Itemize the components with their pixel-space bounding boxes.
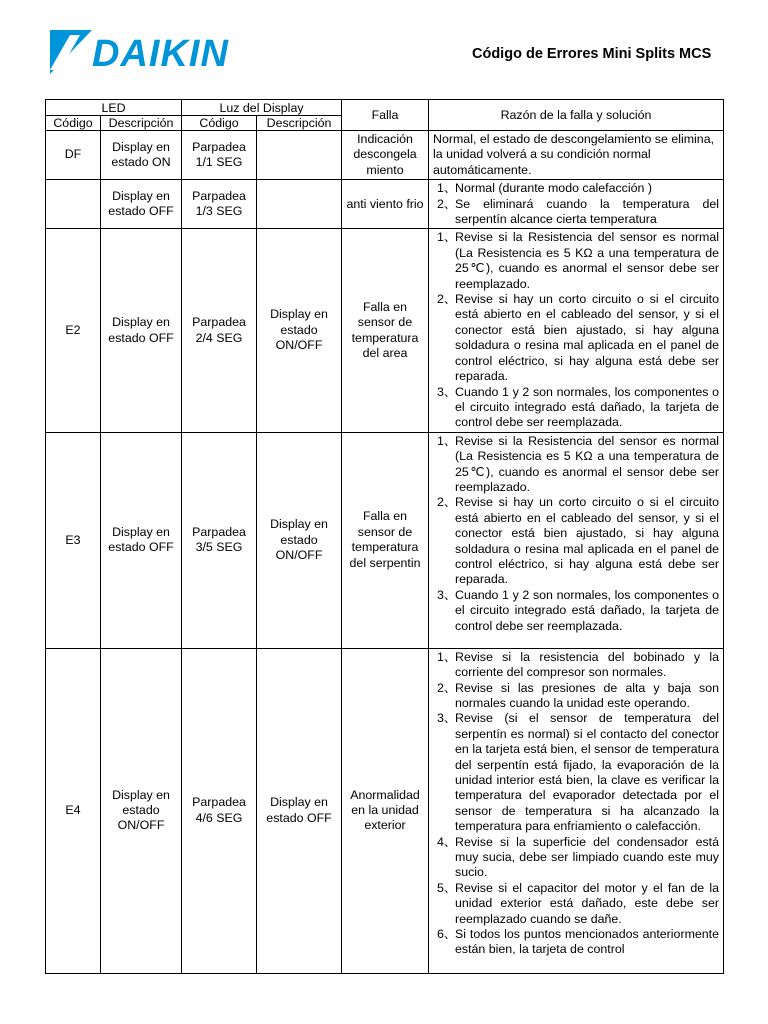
display-code-cell: Parpadea 1/1 SEG [182, 131, 257, 180]
reason-item [433, 650, 719, 681]
fault-cell: anti viento frio [342, 180, 429, 229]
reason-item [433, 292, 719, 384]
reason-item [433, 681, 719, 712]
reason-number: 2、 [437, 196, 457, 211]
brand-name: DAIKIN [92, 33, 229, 75]
reason-number: 1、 [437, 649, 457, 664]
display-code-cell: Parpadea 4/6 SEG [182, 648, 257, 973]
reason-text: Revise si las presiones de alta y baja son normales cuando la unidad este operando. [455, 680, 720, 710]
led-description-cell: Display en estado OFF [101, 432, 182, 648]
reason-item [433, 927, 719, 958]
reason-item [433, 711, 719, 834]
reason-text: Revise si la superficie del condensador está muy sucia, debe ser limpiado cuando este muy sucio. [455, 834, 720, 880]
display-code-cell: Parpadea 3/5 SEG [182, 432, 257, 648]
header-code: Código [46, 116, 101, 131]
reason-text: Revise si hay un corto circuito o si el circuito está abierto en el cableado del sensor, y si el conector está bien ajustado, si hay alguna soldadura o resina mal aplicada en el panel de control eléctrico, si hay alguna está debe ser reparada. [455, 292, 720, 384]
led-description-cell: Display en estado ON/OFF [101, 648, 182, 973]
header-display-code: Código [182, 116, 257, 131]
reason-text: Revise (si el sensor de temperatura del serpentín es normal) si el contacto del conector en la tarjeta está bien, el sensor de temperatura del serpentín está fijado, la evaporación de la unidad interior está bien, la clave es verificar la temperatura del evaporador detectada por el sensor de temperatura si ha alcanzado la temperatura para enfriamiento o calefacción. [455, 711, 720, 834]
display-description-cell [257, 180, 342, 229]
reason-text: Si todos los puntos mencionados anteriormente están bien, la tarjeta de control [455, 927, 720, 957]
reason-number: 1、 [437, 433, 457, 448]
reason-text: Revise si la resistencia del bobinado y la corriente del compresor son normales. [455, 649, 720, 680]
error-code-cell [46, 180, 101, 229]
fault-cell: Falla en sensor de temperatura del serpentin [342, 432, 429, 648]
reason-cell: Normal, el estado de descongelamiento se elimina, la unidad volverá a su condición normal automáticamente. [429, 131, 724, 180]
header-fault: Falla [342, 100, 429, 131]
fault-cell: Anormalidad en la unidad exterior [342, 648, 429, 973]
reason-text: Revise si la Resistencia del sensor es normal (La Resistencia es 5 KΩ a una temperatura de 25℃), cuando es anormal el sensor debe ser reemplazado. [455, 433, 720, 494]
fault-cell: Indicación descongela miento [342, 131, 429, 180]
header-description: Descripción [101, 116, 182, 131]
fault-cell: Falla en sensor de temperatura del area [342, 229, 429, 432]
reason-cell [429, 180, 724, 229]
reason-number: 4、 [437, 834, 457, 849]
reason-item [433, 197, 719, 228]
display-description-cell: Display en estado OFF [257, 648, 342, 973]
reason-cell [429, 432, 724, 648]
reason-item [433, 588, 719, 634]
table-row [46, 648, 724, 973]
display-description-cell: Display en estado ON/OFF [257, 229, 342, 432]
reason-text: Normal (durante modo calefacción ) [455, 181, 652, 196]
reason-item [433, 495, 719, 587]
reason-cell [429, 229, 724, 432]
reason-item [433, 385, 719, 431]
error-code-table [45, 99, 724, 974]
reason-text: Cuando 1 y 2 son normales, los componentes o el circuito integrado está dañado, la tarjeta de control debe ser reemplazada. [455, 384, 720, 430]
reason-number: 2、 [437, 292, 457, 307]
display-description-cell [257, 131, 342, 180]
error-code-cell: DF [46, 131, 101, 180]
led-description-cell: Display en estado ON [101, 131, 182, 180]
header-reason: Razón de la falla y solución [429, 100, 724, 131]
reason-number: 2、 [437, 680, 457, 695]
reason-item [433, 181, 719, 196]
header-led: LED [46, 100, 182, 116]
error-code-cell: E4 [46, 648, 101, 973]
table-row [46, 432, 724, 648]
led-description-cell: Display en estado OFF [101, 229, 182, 432]
display-code-cell: Parpadea 2/4 SEG [182, 229, 257, 432]
table-row [46, 180, 724, 229]
reason-number: 2、 [437, 495, 457, 510]
reason-number: 6、 [437, 927, 457, 942]
display-description-cell: Display en estado ON/OFF [257, 432, 342, 648]
reason-text: Revise si hay un corto circuito o si el circuito está abierto en el cableado del sensor, y si el conector está bien ajustado, si hay alguna soldadura o resina mal aplicada en el panel de control eléctrico, si hay alguna está debe ser reparada. [455, 495, 720, 587]
header-display-light: Luz del Display [182, 100, 342, 116]
reason-text: Se eliminará cuando la temperatura del serpentín alcance cierta temperatura [455, 196, 720, 227]
header-row-1 [46, 100, 724, 116]
reason-number: 3、 [437, 587, 457, 602]
reason-number: 5、 [437, 880, 457, 895]
table-row [46, 229, 724, 432]
display-code-cell: Parpadea 1/3 SEG [182, 180, 257, 229]
daikin-logo-mark-icon [50, 30, 92, 76]
reason-number: 3、 [437, 384, 457, 399]
reason-item [433, 434, 719, 496]
reason-text: Cuando 1 y 2 son normales, los componentes o el circuito integrado está dañado, la tarjeta de control debe ser reemplazada. [455, 587, 720, 633]
reason-item [433, 881, 719, 927]
table-row [46, 131, 724, 180]
reason-number: 3、 [437, 711, 457, 726]
daikin-logo [50, 30, 260, 76]
reason-number: 1、 [437, 230, 457, 245]
document-title: Código de Errores Mini Splits MCS [472, 46, 712, 62]
error-code-cell: E2 [46, 229, 101, 432]
reason-item [433, 835, 719, 881]
reason-item [433, 230, 719, 292]
reason-text: Revise si el capacitor del motor y el fan de la unidad exterior está dañado, este debe ser reemplazado cuando se dañe. [455, 880, 720, 926]
reason-text: Revise si la Resistencia del sensor es normal (La Resistencia es 5 KΩ a una temperatura de 25℃), cuando es anormal el sensor debe ser reemplazado. [455, 230, 720, 291]
header-display-description: Descripción [257, 116, 342, 131]
error-code-cell: E3 [46, 432, 101, 648]
reason-number: 1、 [437, 181, 457, 196]
led-description-cell: Display en estado OFF [101, 180, 182, 229]
reason-cell [429, 648, 724, 973]
